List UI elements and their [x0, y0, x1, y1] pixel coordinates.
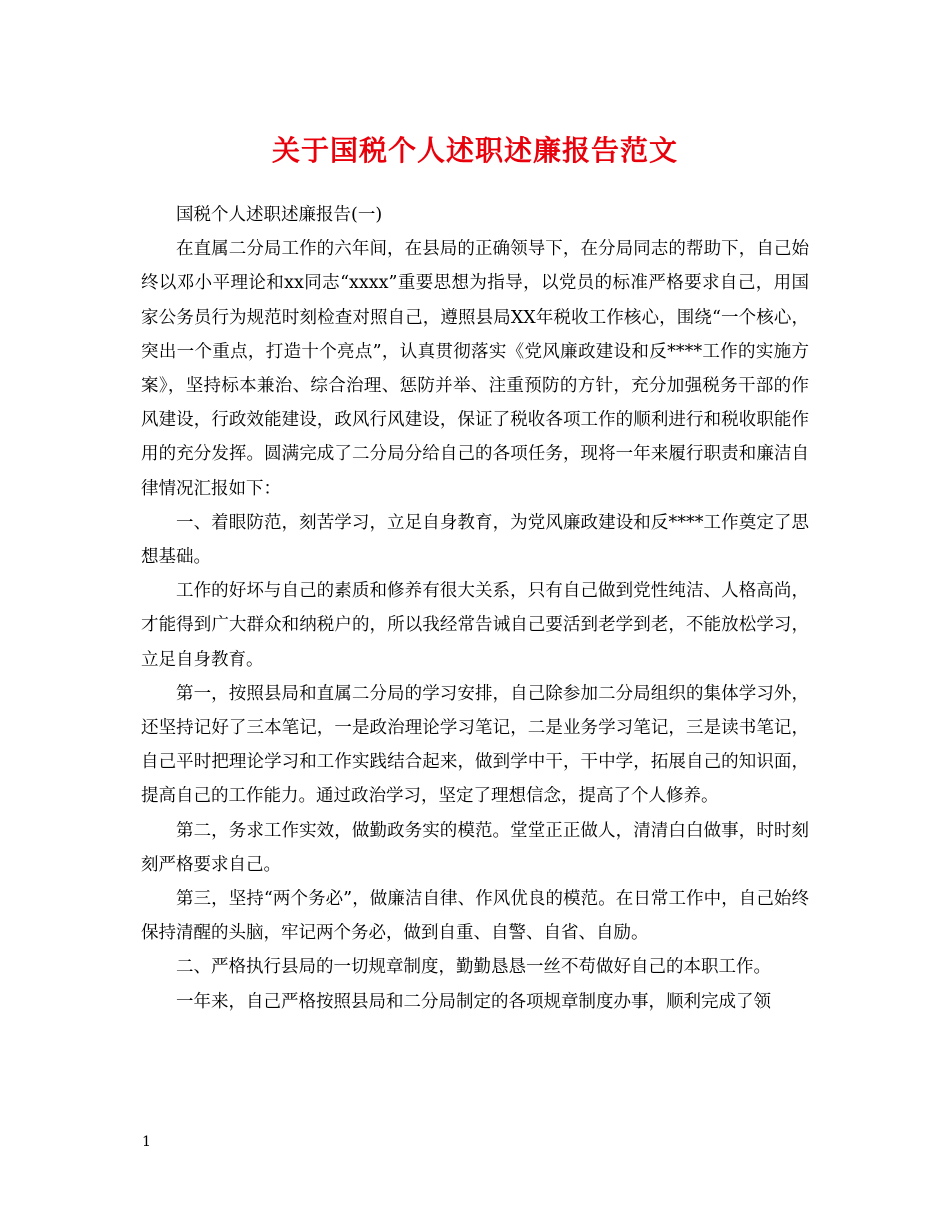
paragraph-subtitle: 国税个人述职述廉报告(一): [176, 205, 383, 225]
document-body: [141, 198, 809, 1019]
document-title: 关于国税个人述职述廉报告范文: [271, 134, 678, 167]
paragraph-intro: 在直属二分局工作的六年间，在县局的正确领导下，在分局同志的帮助下，自己始终以邓小平理论和xx同志“xxxx”重要思想为指导，以党员的标准严格要求自己，用国家公务员行为规范时刻检查对照自己，遵照县局XX年税收工作核心，围绕“一个核心，突出一个重点，打造十个亮点”，认真贯彻落实《党风廉政建设和反****工作的实施方案》，坚持标本兼治、综合治理、惩防并举、注重预防的方针，充分加强税务干部的作风建设，行政效能建设，政风行风建设，保证了税收各项工作的顺利进行和税收职能作用的充分发挥。圆满完成了二分局分给自己的各项任务，现将一年来履行职责和廉洁自律情况汇报如下：: [141, 239, 809, 499]
page-number: 1: [142, 1134, 151, 1150]
paragraph: 工作的好坏与自己的素质和修养有很大关系，只有自己做到党性纯洁、人格高尚，才能得到广大群众和纳税户的，所以我经常告诫自己要活到老学到老，不能放松学习，立足自身教育。: [141, 581, 809, 670]
paragraph: 第二，务求工作实效，做勤政务实的模范。堂堂正正做人，清清白白做事，时时刻刻严格要求自己。: [141, 820, 809, 875]
paragraph-section-1-heading: 一、着眼防范，刻苦学习，立足自身教育，为党风廉政建设和反****工作奠定了思想基础。: [141, 512, 809, 568]
paragraph: 一年来，自己严格按照县局和二分局制定的各项规章制度办事，顺利完成了领: [176, 991, 771, 1012]
paragraph: 第三，坚持“两个务必”，做廉洁自律、作风优良的模范。在日常工作中，自己始终保持清醒的头脑，牢记两个务必，做到自重、自警、自省、自励。: [141, 889, 809, 944]
paragraph-section-2-heading: 二、严格执行县局的一切规章制度，勤勤恳恳一丝不苟做好自己的本职工作。: [176, 957, 771, 978]
paragraph: 第一，按照县局和直属二分局的学习安排，自己除参加二分局组织的集体学习外，还坚持记好了三本笔记，一是政治理论学习笔记，二是业务学习笔记，三是读书笔记，自己平时把理论学习和工作实践结合起来，做到学中干，干中学，拓展自己的知识面，提高自己的工作能力。通过政治学习，坚定了理想信念，提高了个人修养。: [141, 683, 809, 807]
